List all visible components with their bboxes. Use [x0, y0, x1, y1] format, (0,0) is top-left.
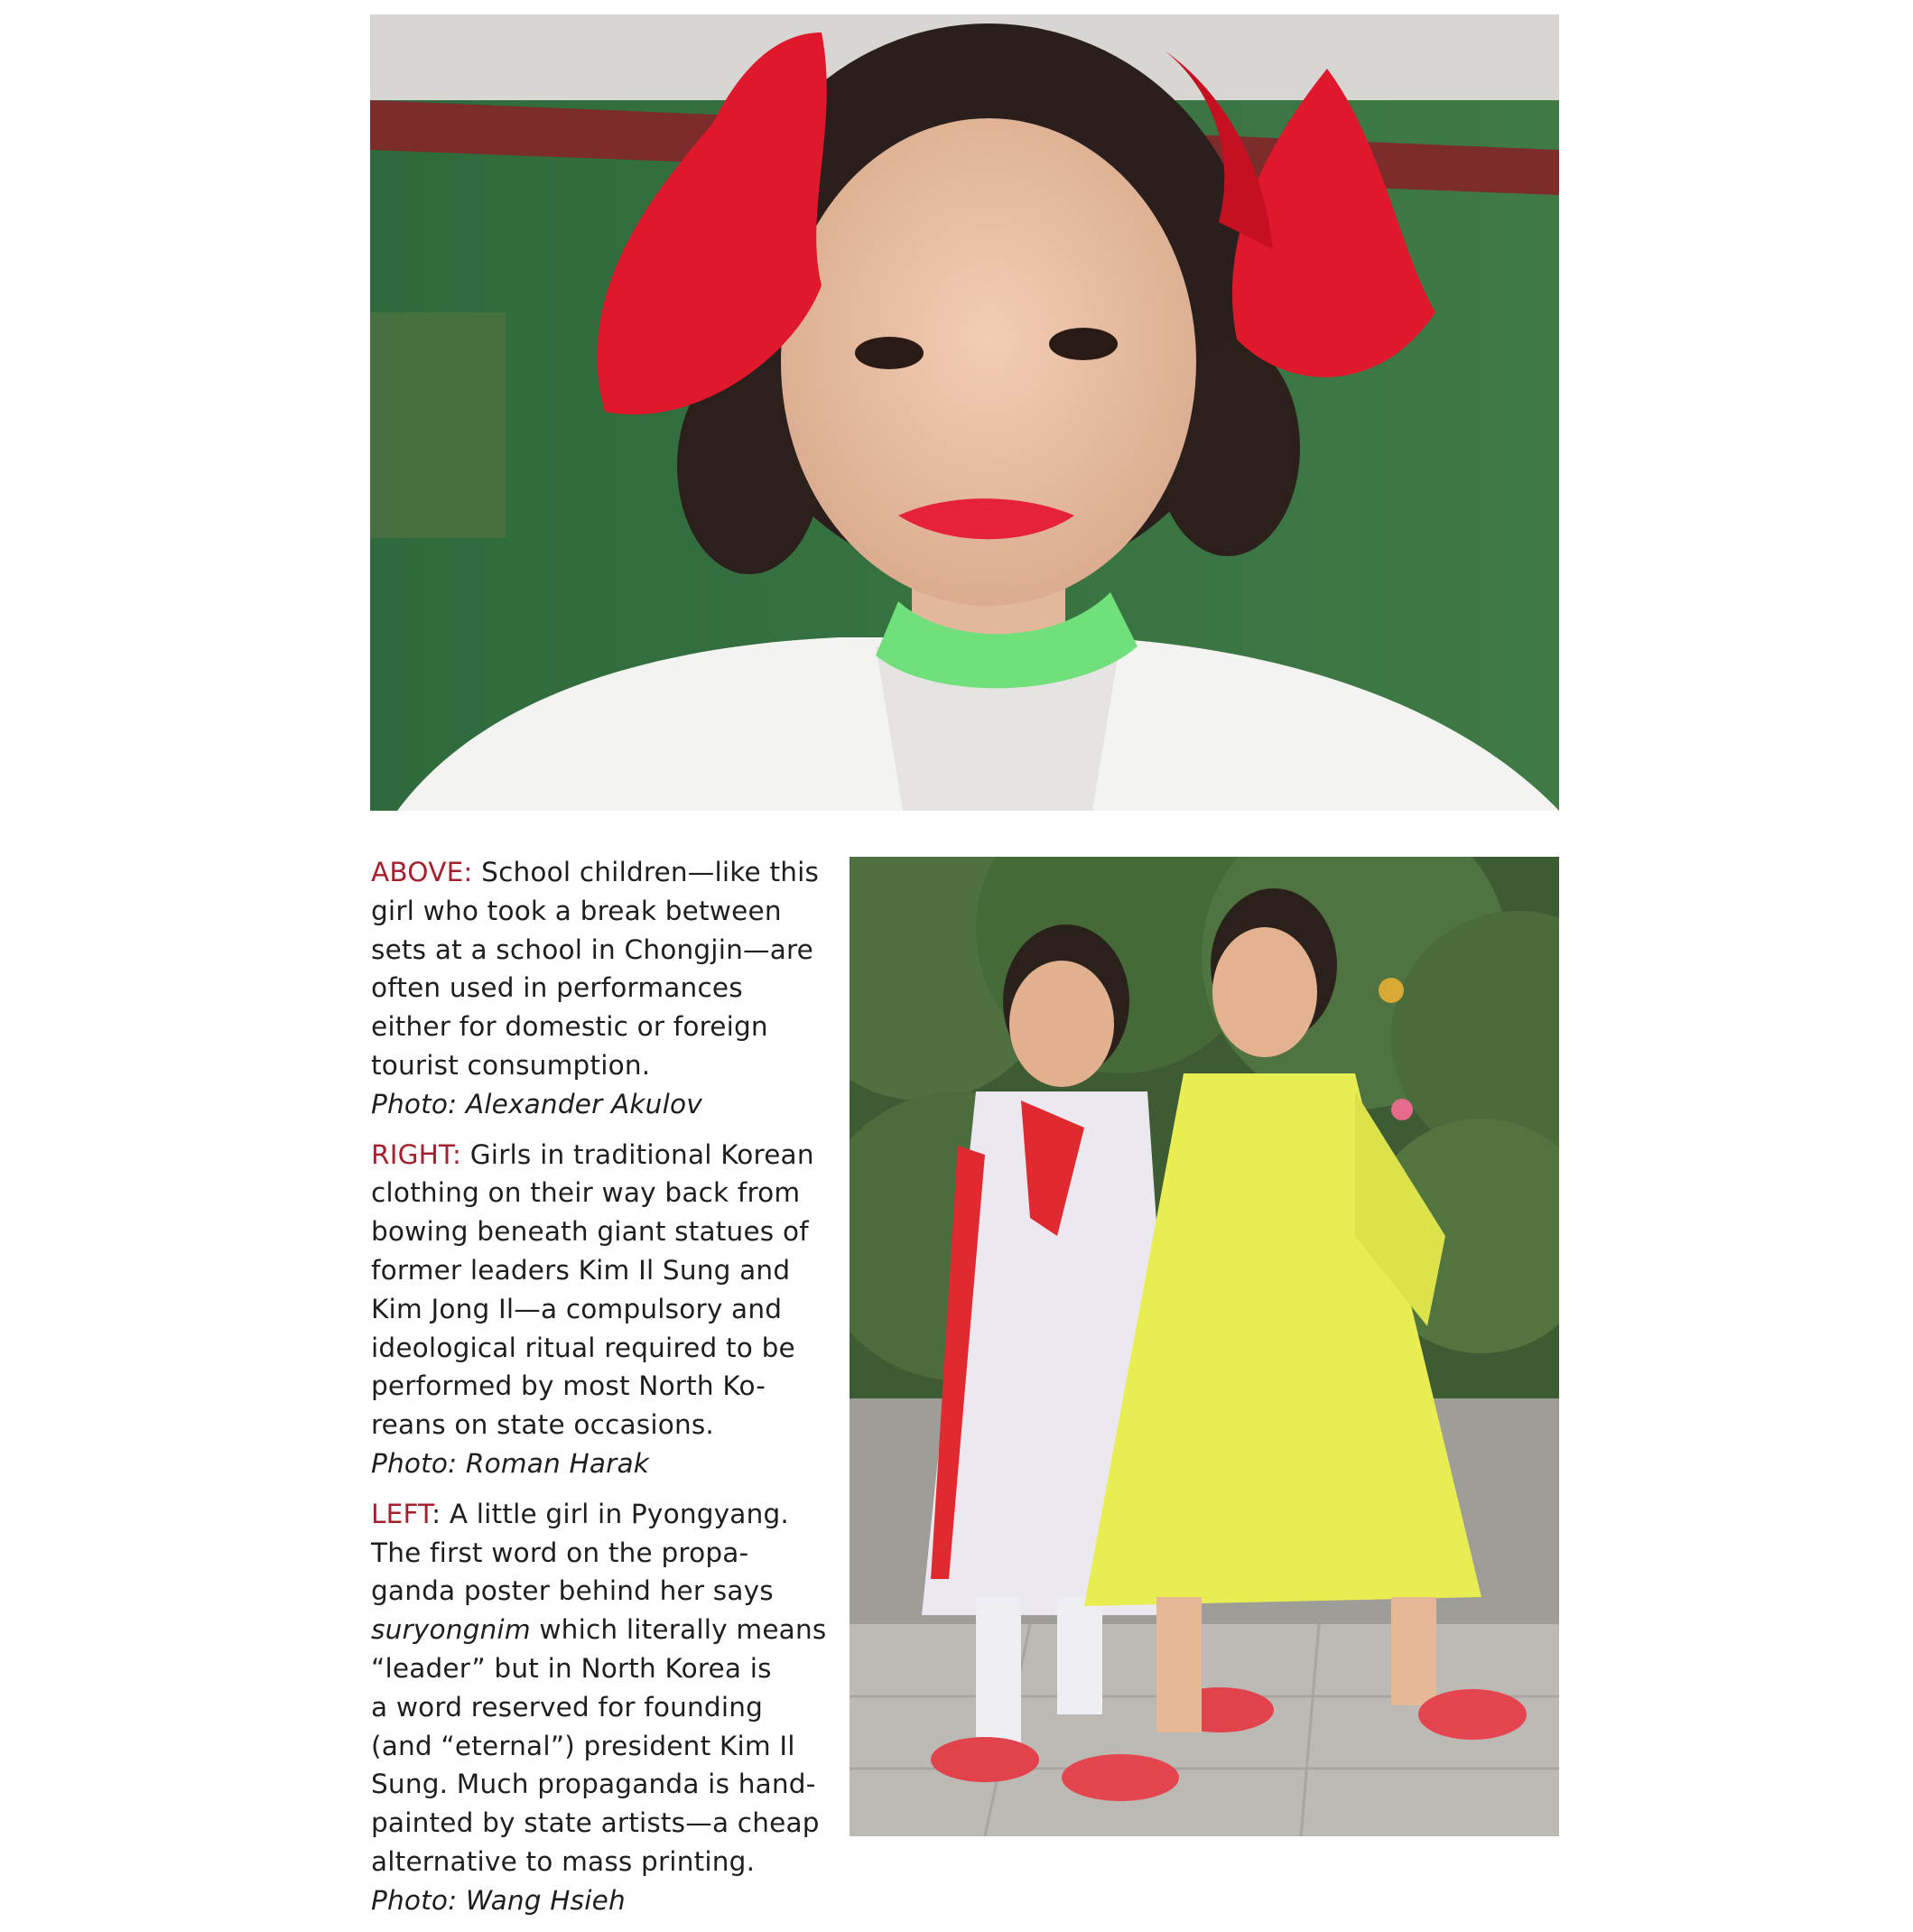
caption-left-italic-tail: which literally means: [530, 1614, 827, 1646]
caption-right-line-1: [371, 1136, 822, 1175]
caption-left-line: Sung. Much propaganda is hand-: [371, 1769, 816, 1800]
caption-left-text: : A little girl in Pyongyang.: [432, 1498, 789, 1529]
caption-left-label: LEFT: [371, 1498, 432, 1529]
caption-right-line: clothing on their way back from: [371, 1177, 801, 1209]
caption-above-label: ABOVE:: [371, 857, 473, 887]
caption-right-text: Girls in traditional Korean: [461, 1138, 814, 1170]
caption-left-line: ganda poster behind her says: [371, 1575, 774, 1607]
caption-right-line: reans on state occasions.: [371, 1409, 715, 1441]
photo-two-girls-walking: [850, 857, 1559, 1836]
photo-girl-red-bows: [370, 14, 1559, 811]
caption-above: [371, 853, 822, 1124]
caption-right-line: bowing beneath giant statues of: [371, 1216, 809, 1248]
caption-above-line: either for domestic or foreign: [371, 1011, 768, 1043]
caption-right-line: former leaders Kim Il Sung and: [371, 1254, 791, 1286]
caption-left-line-1: [371, 1495, 822, 1534]
caption-left-credit: Photo: Wang Hsieh: [371, 1884, 626, 1916]
caption-left-line-italic: [371, 1611, 827, 1649]
caption-left-line: The first word on the propa-: [371, 1537, 749, 1568]
caption-right: [371, 1136, 822, 1483]
caption-right-line: ideological ritual required to be: [371, 1332, 795, 1363]
caption-left-line: (and “eternal”) president Kim Il: [371, 1730, 795, 1761]
captions-column: [371, 853, 827, 1932]
caption-left-line: painted by state artists—a cheap: [371, 1807, 820, 1839]
caption-above-text: School children—like this: [472, 857, 820, 887]
caption-left-italic-word: suryongnim: [371, 1614, 531, 1646]
photo-girl-red-bows-image: [370, 14, 1559, 811]
caption-above-line: girl who took a break between: [371, 895, 782, 926]
caption-right-credit: Photo: Roman Harak: [371, 1447, 650, 1479]
photo-two-girls-walking-image: [850, 857, 1559, 1836]
caption-right-line: Kim Jong Il—a compulsory and: [371, 1293, 783, 1324]
caption-right-label: RIGHT:: [371, 1138, 462, 1170]
caption-above-line: often used in performances: [371, 972, 743, 1004]
caption-above-line: sets at a school in Chongjin—are: [371, 933, 813, 965]
caption-left: [371, 1495, 827, 1920]
caption-right-line: performed by most North Ko-: [371, 1370, 766, 1402]
caption-left-line: a word reserved for founding: [371, 1691, 764, 1723]
caption-above-credit: Photo: Alexander Akulov: [371, 1088, 702, 1119]
caption-above-line: tourist consumption.: [371, 1049, 651, 1081]
caption-above-line-1: [371, 853, 822, 892]
caption-left-line: alternative to mass printing.: [371, 1845, 756, 1877]
caption-left-line: “leader” but in North Korea is: [371, 1652, 772, 1684]
